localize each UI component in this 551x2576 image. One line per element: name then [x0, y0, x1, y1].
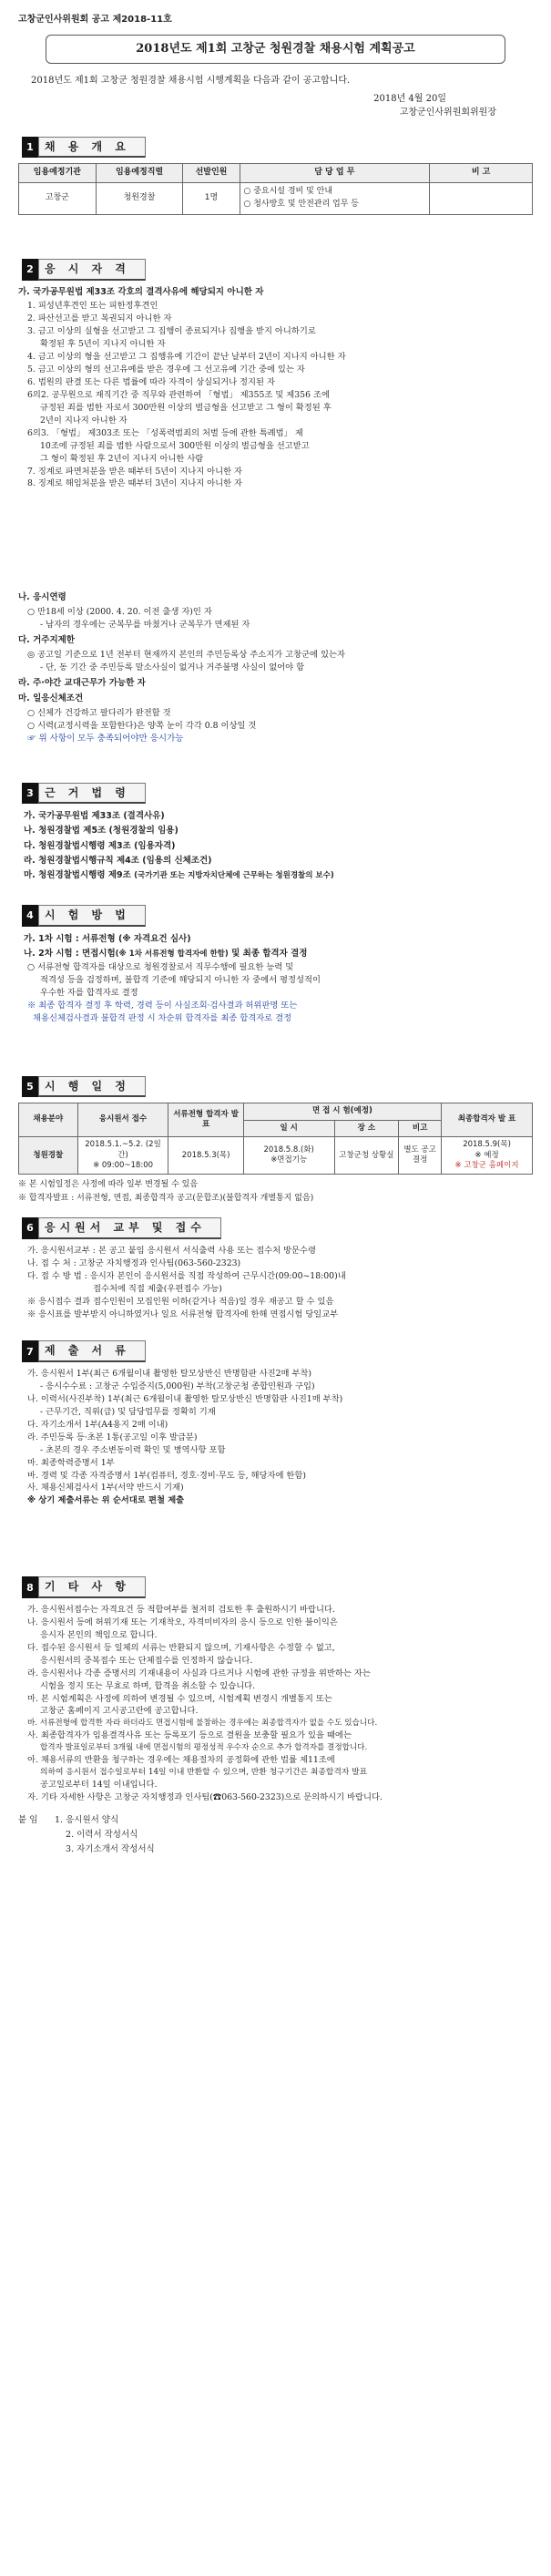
- attachment-item: 2. 이력서 작성서식: [66, 1830, 138, 1841]
- interview-date: 2018.5.8.(화): [263, 1144, 314, 1155]
- section-title: 근 거 법 령: [38, 783, 146, 805]
- list-item: 규정된 죄를 범한 자로서 300만원 이상의 벌금형을 선고받고 그 형이 확정된 후: [40, 402, 332, 413]
- step-tail: 및 최종 합격자 결정: [228, 948, 308, 959]
- list-item: 다. 접 수 방 법 : 응시자 본인이 응시원서를 직접 작성하여 근무시간(09:00~18:00)내: [27, 1270, 346, 1281]
- duty-line: ○ 중요시설 경비 및 안내: [243, 187, 333, 197]
- list-item: 접수처에 직접 제출(우편접수 가능): [93, 1283, 222, 1294]
- section-title: 시 행 일 정: [38, 1076, 146, 1098]
- list-item: ○ 신체가 건강하고 팔다리가 완전할 것: [27, 708, 171, 719]
- col-header: 면 접 시 험(예정): [243, 1103, 441, 1120]
- table-row: [19, 1137, 533, 1175]
- list-item: 가. 응시원서접수는 자격요건 등 적합여부를 철저히 검토한 후 출원하시기 바랍니다.: [27, 1604, 335, 1615]
- list-item: 확정된 후 5년이 지나지 아니한 자: [40, 339, 166, 350]
- remark-cell: 별도 공고 결정: [399, 1137, 442, 1175]
- list-item: 가. 응시원서교부 : 본 공고 붙임 응시원서 서식출력 사용 또는 접수처 방문수령: [27, 1245, 316, 1256]
- count-cell: 1명: [183, 183, 240, 215]
- apply-time: ※ 09:00~18:00: [93, 1160, 154, 1170]
- physical-title: 마. 일응신체조건: [18, 693, 84, 704]
- list-item: 아. 채용서류의 반환을 청구하는 경우에는 채용절차의 공정화에 관한 법률 제11조에: [27, 1755, 335, 1766]
- list-item: 나. 이력서(사진부착) 1부(최근 6개월이내 촬영한 탈모상반신 반명함판 사진1매 부착): [27, 1393, 343, 1404]
- list-item: 6의2. 공무원으로 재직기간 중 직무와 관련하여 「형법」 제355조 및 제356 조에: [27, 389, 330, 400]
- schedule-table: [18, 1103, 533, 1175]
- law-item: 다. 청원경찰법시행령 제3조 (임용자격): [24, 840, 176, 851]
- step-main: 나. 2차 시험 : 면접시험: [24, 948, 116, 959]
- list-item: 우수한 자를 합격자로 결정: [40, 987, 138, 998]
- section-8-heading: [22, 1576, 533, 1598]
- recruitment-overview-table: [18, 163, 533, 215]
- list-item: 시험을 정지 또는 무효로 하며, 합격을 취소할 수 있습니다.: [40, 1680, 256, 1691]
- list-item: 2년이 지나지 아니한 자: [40, 415, 128, 426]
- col-header: 일 시: [243, 1120, 334, 1136]
- duty-cell: [240, 183, 430, 215]
- eligibility-note: ☞ 위 사항이 모두 충족되어야만 응시가능: [27, 733, 184, 744]
- law-item-last: [18, 868, 533, 883]
- final-note: ※ 고창군 홈페이지: [454, 1160, 519, 1170]
- section-2-heading: [22, 259, 533, 281]
- list-item: 나. 응시원서 등에 허위기재 또는 기재착오, 자격미비자의 응시 등으로 인한 불이익은: [27, 1616, 338, 1627]
- section-title: 제 출 서 류: [38, 1340, 146, 1362]
- list-item: 라. 응시원서나 각종 증명서의 기재내용이 사실과 다르거나 시험에 관한 규정을 위반하는 자는: [27, 1668, 371, 1678]
- law-item: 가. 국가공무원법 제33조 (결격사유): [24, 811, 165, 822]
- list-item: 다. 접수된 응시원서 등 일체의 서류는 반환되지 않으며, 기재사항은 수정할 수 없고,: [27, 1642, 335, 1653]
- section-number: 3: [22, 783, 38, 805]
- schedule-note: ※ 합격자발표 : 서류전형, 면접, 최종합격자 공고(문합조)(불합격자 개별통지 없음): [18, 1193, 314, 1203]
- list-item: - 단, 동 기간 중 주민등록 말소사실이 없거나 거주불명 사실이 없어야 함: [40, 662, 305, 672]
- section-number: 4: [22, 905, 38, 927]
- list-item: 1. 피성년후견인 또는 피한정후견인: [27, 301, 158, 312]
- list-item: 사. 채용신체검사서 1부(서약 반드시 기재): [27, 1483, 184, 1493]
- field-cell: 청원경찰: [19, 1137, 78, 1175]
- attachment-item: 1. 응시원서 양식: [55, 1815, 119, 1826]
- list-item: 바. 경력 및 각종 자격증명서 1부(컴퓨터, 경호·경비·무도 등, 해당자에 한함): [27, 1470, 307, 1481]
- exam-step-1: [18, 932, 533, 947]
- residence-title: 다. 거주지제한: [18, 635, 75, 646]
- col-header: 장 소: [334, 1120, 398, 1136]
- list-item: 그 형이 확정된 후 2년이 지나지 아니한 사람: [40, 453, 204, 464]
- list-item: 응시원서의 중복접수 또는 단체접수를 인정하지 않습니다.: [40, 1655, 253, 1666]
- final-note: ※ 예정: [474, 1150, 499, 1160]
- interview-date-cell: [243, 1137, 334, 1175]
- col-header: 비 고: [430, 164, 533, 183]
- apply-cell: [77, 1137, 168, 1175]
- remark-cell: [430, 183, 533, 215]
- list-item: 마. 최종학력증명서 1부: [27, 1457, 115, 1468]
- place-cell: 고창군청 상황실: [334, 1137, 398, 1175]
- final-cell: [442, 1137, 533, 1175]
- shift-title: 라. 주·야간 교대근무가 가능한 자: [18, 677, 146, 688]
- list-item: 의하여 응시원서 접수일로부터 14일 이내 반환할 수 있으며, 반환 청구기간은 최종합격자 발표: [40, 1768, 368, 1778]
- submission-note: ※ 상기 제출서류는 위 순서대로 편철 제출: [27, 1495, 185, 1506]
- law-item: 라. 청원경찰법시행규칙 제4조 (임용의 신체조건): [24, 855, 212, 866]
- col-header: 서류전형 합격자 발표: [168, 1103, 243, 1137]
- doc-result-cell: 2018.5.3(목): [168, 1137, 243, 1175]
- list-item: 6. 법원의 판결 또는 다른 법률에 따라 자격이 상실되거나 정지된 자: [27, 376, 275, 387]
- section-title: 시 험 방 법: [38, 905, 146, 927]
- list-item: ※ 응시접수 결과 접수인원이 모집인원 이하(같거나 적음)일 경우 재공고 할 수 있음: [27, 1296, 334, 1307]
- list-item: 4. 금고 이상의 형을 선고받고 그 집행유예 기간이 끝난 날부터 2년이 지나지 아니한 자: [27, 352, 346, 363]
- section-5-heading: [22, 1076, 533, 1098]
- section-number: 6: [22, 1217, 38, 1239]
- section-title: 응시원서 교부 및 접수: [38, 1217, 221, 1239]
- list-item: 6의3. 「형법」 제303조 또는 「성폭력범죄의 처벌 등에 관한 특례법」 제: [27, 427, 303, 438]
- list-item: - 초본의 경우 주소변동이력 확인 및 병역사항 포함: [40, 1444, 226, 1455]
- col-header: 담 당 업 무: [240, 164, 430, 183]
- notice-date: 2018년 4월 20일: [373, 93, 446, 104]
- section-number: 2: [22, 259, 38, 281]
- col-header: 채용분야: [19, 1103, 78, 1137]
- col-header: 임용예정기관: [19, 164, 97, 183]
- issuer: 고창군인사위원회위원장: [399, 108, 496, 118]
- list-item: 사. 최종합격자가 임용결격사유 또는 등록포기 등으로 결원을 보충할 필요가 있을 때에는: [27, 1730, 352, 1741]
- list-item: 고창군 홈페이지 고시공고란에 공고합니다.: [40, 1706, 199, 1717]
- interview-note: ※면접기능: [270, 1155, 308, 1165]
- law-main: 마. 청원경찰법시행령 제9조: [24, 869, 135, 880]
- list-item: ○ 만18세 이상 (2000. 4. 20. 이전 출생 자)인 자: [27, 607, 212, 618]
- section-number: 1: [22, 137, 38, 159]
- list-item: - 남자의 경우에는 군복무를 마쳤거나 군복무가 면제된 자: [40, 620, 250, 631]
- duty-line: ○ 청사방호 및 안전관리 업무 등: [243, 200, 359, 210]
- list-item: 합격자 발표일로부터 3개월 내에 면접시험의 평정성적 우수자 순으로 추가 합격자를 결정합니다.: [40, 1743, 368, 1753]
- col-header: 선발인원: [183, 164, 240, 183]
- attachments: [18, 1813, 533, 1857]
- list-item: ◎ 공고일 기준으로 1년 전부터 현재까지 본인의 주민등록상 주소지가 고창군에 있는자: [27, 649, 345, 660]
- step-main: 가. 1차 시험 : 서류전형: [24, 933, 116, 944]
- list-item: - 근무기간, 직위(급) 및 담당업무를 정확히 기재: [40, 1406, 216, 1417]
- col-header: 최종합격자 발 표: [442, 1103, 533, 1137]
- section-3-heading: [22, 783, 533, 805]
- attachments-label: 붙 임: [18, 1815, 38, 1826]
- list-item: 나. 접 수 처 : 고창군 자치행정과 인사팀(063-560-2323): [27, 1257, 241, 1268]
- section-title: 응 시 자 격: [38, 259, 146, 281]
- schedule-note: ※ 본 시험일정은 사정에 따라 일부 변경될 수 있음: [18, 1180, 199, 1190]
- list-item: 다. 자기소개서 1부(A4용지 2매 이내): [27, 1419, 168, 1430]
- list-item: 10조에 규정된 죄를 범한 사람으로서 300만원 이상의 벌금형을 선고받고: [40, 440, 310, 451]
- list-item: 8. 징계로 해임처분을 받은 때부터 3년이 지나지 아니한 자: [27, 478, 243, 489]
- list-item: 5. 금고 이상의 형의 선고유예를 받은 경우에 그 선고유예 기간 중에 있는 자: [27, 364, 305, 375]
- position-cell: 청원경찰: [96, 183, 183, 215]
- list-item: 공고일로부터 14일 이내입니다.: [40, 1780, 158, 1791]
- section-number: 8: [22, 1576, 38, 1598]
- list-item: 바. 서류전형에 합격한 자라 하더라도 면접시험에 불참하는 경우에는 최종합격자가 없을 수도 있습니다.: [27, 1719, 378, 1729]
- final-date: 2018.5.9(목): [463, 1140, 511, 1150]
- section-title: 채 용 개 요: [38, 137, 146, 159]
- list-item: ○ 서류전형 합격자를 대상으로 청원경찰로서 직무수행에 필요한 능력 및: [27, 961, 294, 972]
- warning-line: ※ 최종 합격자 결정 후 학력, 경력 등이 사실조회·검사결과 허위판명 또는: [27, 1000, 298, 1011]
- col-header: 임용예정직렬: [96, 164, 183, 183]
- col-header: 비고: [399, 1120, 442, 1136]
- list-item: 3. 금고 이상의 실형을 선고받고 그 집행이 종료되거나 집행을 받지 아니하기로: [27, 326, 316, 337]
- section-6-heading: [22, 1217, 533, 1239]
- section-7-heading: [22, 1340, 533, 1362]
- section-number: 5: [22, 1076, 38, 1098]
- col-header: 응시원서 접수: [77, 1103, 168, 1137]
- section-4-heading: [22, 905, 533, 927]
- exam-step-2: [18, 947, 533, 961]
- list-item: 2. 파산선고를 받고 복권되지 아니한 자: [27, 313, 172, 324]
- step-note: (※ 자격요건 심사): [117, 933, 191, 944]
- law-note: (국가기관 또는 지방자치단체에 근무하는 청원경찰의 보수): [134, 870, 334, 880]
- list-item: ○ 시력(교정시력을 포함한다)은 양쪽 눈이 각각 0.8 이상일 것: [27, 720, 257, 731]
- list-item: 마. 본 시험계획은 사정에 의하여 변경될 수 있으며, 시험계획 변경시 개별통지 또는: [27, 1693, 332, 1704]
- page-title: 2018년도 제1회 고창군 청원경찰 채용시험 계획공고: [46, 35, 505, 64]
- section-title: 기 타 사 항: [38, 1576, 146, 1598]
- attachment-item: 3. 자기소개서 작성서식: [66, 1844, 155, 1855]
- table-row: [19, 183, 533, 215]
- notice-number: 고창군인사위원회 공고 제2018-11호: [18, 15, 172, 25]
- list-item: 적격성 등을 검정하며, 불합격 기준에 해당되지 아니한 자 중에서 평정성적이: [40, 974, 321, 985]
- list-item: 라. 주민등록 등·초본 1통(공고일 이후 발급분): [27, 1432, 198, 1442]
- intro-text: 2018년도 제1회 고창군 청원경찰 채용시험 시행계획을 다음과 같이 공고합니다.: [31, 75, 351, 86]
- list-item: 7. 징계로 파면처분을 받은 때부터 5년이 지나지 아니한 자: [27, 466, 243, 477]
- list-item: 자. 기타 자세한 사항은 고창군 자치행정과 인사팀(☎063-560-2323)으로 문의하시기 바랍니다.: [27, 1792, 383, 1803]
- agency-cell: 고창군: [19, 183, 97, 215]
- age-title: 나. 응시연령: [18, 592, 66, 603]
- warning-line: 채용신체검사결과 불합격 판정 시 차순위 합격자를 최종 합격자로 결정: [33, 1012, 292, 1023]
- law-item: 나. 청원경찰법 제5조 (청원경찰의 임용): [24, 826, 179, 836]
- list-item: ※ 응시표를 발부받지 아니하였거나 일요 서류전형 합격자에 한해 면접시험 당일교부: [27, 1309, 339, 1319]
- list-item: 응시자 본인의 책임으로 합니다.: [40, 1629, 158, 1640]
- eligibility-ga-title: 가. 국가공무원법 제33조 각호의 결격사유에 해당되지 아니한 자: [18, 286, 264, 297]
- list-item: 가. 응시원서 1부(최근 6개월이내 촬영한 탈모상반신 반명함판 사진2매 부착): [27, 1369, 312, 1380]
- section-number: 7: [22, 1340, 38, 1362]
- step-note: (※ 1차 서류전형 합격자에 한함): [115, 949, 229, 959]
- apply-date: 2018.5.1.~5.2. (2일간): [85, 1140, 161, 1160]
- list-item: - 응시수수료 : 고창군 수입증지(5,000원) 부착(고창군청 종합민원과 구입): [40, 1380, 315, 1391]
- section-1-heading: [22, 137, 533, 159]
